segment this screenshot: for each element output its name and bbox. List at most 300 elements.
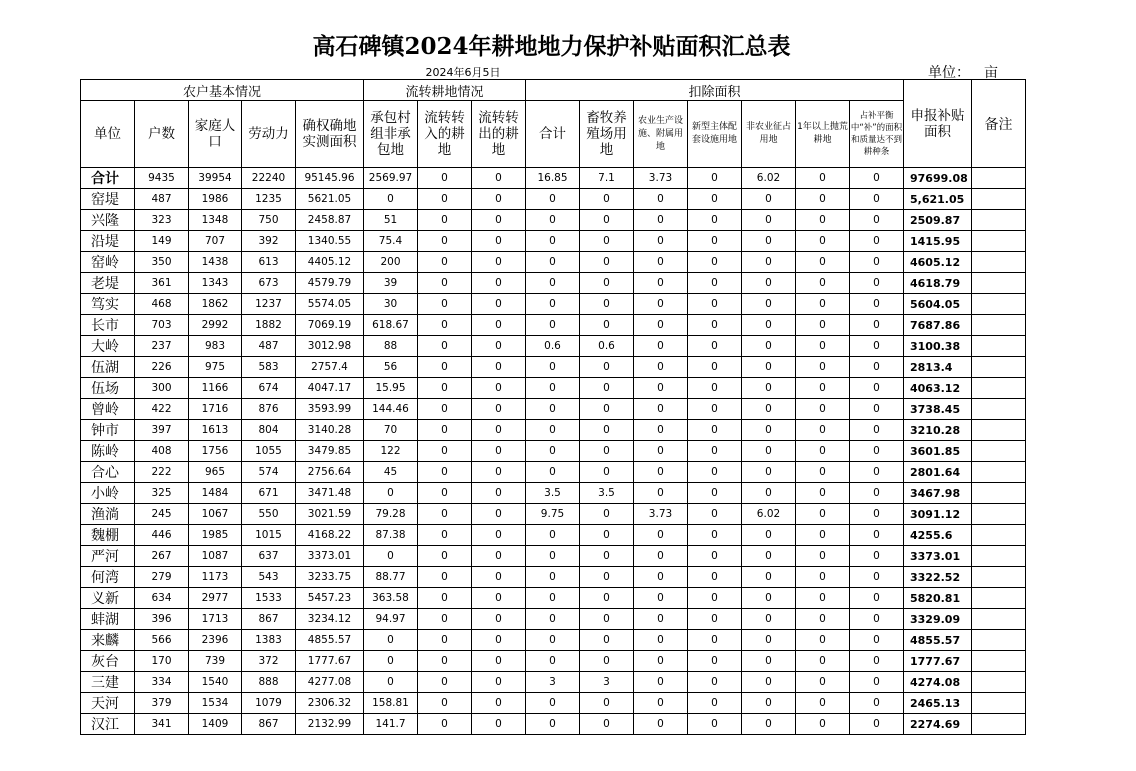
value-cell: 0 <box>580 252 634 273</box>
value-cell: 1340.55 <box>296 231 364 252</box>
section-deduction: 扣除面积 <box>526 80 904 101</box>
value-cell: 0 <box>526 294 580 315</box>
value-cell: 0 <box>634 693 688 714</box>
value-cell: 0 <box>418 399 472 420</box>
value-cell: 2132.99 <box>296 714 364 735</box>
section-basic: 农户基本情况 <box>81 80 364 101</box>
value-cell: 141.7 <box>364 714 418 735</box>
value-cell: 0 <box>418 231 472 252</box>
value-cell: 0 <box>526 651 580 672</box>
remark-cell <box>972 630 1026 651</box>
value-cell: 0 <box>418 672 472 693</box>
value-cell: 0 <box>796 693 850 714</box>
value-cell: 0 <box>418 315 472 336</box>
value-cell: 3234.12 <box>296 609 364 630</box>
value-cell: 0 <box>364 546 418 567</box>
value-cell: 0.6 <box>526 336 580 357</box>
report-area-cell: 4255.6 <box>904 525 972 546</box>
value-cell: 446 <box>135 525 189 546</box>
value-cell: 0 <box>526 399 580 420</box>
value-cell: 379 <box>135 693 189 714</box>
table-row <box>81 189 1026 210</box>
remark-cell <box>972 252 1026 273</box>
value-cell: 0 <box>796 504 850 525</box>
unit-value: 亩 <box>984 65 998 81</box>
value-cell: 0 <box>526 315 580 336</box>
value-cell: 0 <box>688 714 742 735</box>
header-transfer-out: 流转转出的耕地 <box>472 101 526 168</box>
value-cell: 5457.23 <box>296 588 364 609</box>
value-cell: 0 <box>472 672 526 693</box>
report-area-cell: 2813.4 <box>904 357 972 378</box>
value-cell: 0 <box>472 714 526 735</box>
value-cell: 0 <box>850 609 904 630</box>
value-cell: 1055 <box>242 441 296 462</box>
value-cell: 0 <box>742 252 796 273</box>
value-cell: 0 <box>526 525 580 546</box>
table-row <box>81 273 1026 294</box>
value-cell: 0 <box>742 588 796 609</box>
value-cell: 0 <box>580 294 634 315</box>
value-cell: 0 <box>688 588 742 609</box>
value-cell: 0 <box>472 588 526 609</box>
value-cell: 0 <box>634 483 688 504</box>
table-row <box>81 567 1026 588</box>
value-cell: 0 <box>688 378 742 399</box>
value-cell: 1087 <box>189 546 242 567</box>
value-cell: 4168.22 <box>296 525 364 546</box>
value-cell: 0 <box>526 714 580 735</box>
value-cell: 0 <box>418 420 472 441</box>
unit-name-cell: 何湾 <box>81 567 135 588</box>
value-cell: 0 <box>796 231 850 252</box>
value-cell: 0 <box>742 609 796 630</box>
unit-name-cell: 笃实 <box>81 294 135 315</box>
unit-name-cell: 合计 <box>81 168 135 189</box>
value-cell: 0.6 <box>580 336 634 357</box>
header-unit: 单位 <box>81 101 135 168</box>
value-cell: 4579.79 <box>296 273 364 294</box>
header-agri-facility: 农业生产设施、附属用地 <box>634 101 688 168</box>
value-cell: 3.73 <box>634 504 688 525</box>
value-cell: 0 <box>850 168 904 189</box>
table-row <box>81 336 1026 357</box>
value-cell: 0 <box>580 420 634 441</box>
remark-cell <box>972 567 1026 588</box>
report-area-cell: 2509.87 <box>904 210 972 231</box>
value-cell: 671 <box>242 483 296 504</box>
report-area-cell: 7687.86 <box>904 315 972 336</box>
unit-name-cell: 钟市 <box>81 420 135 441</box>
value-cell: 5621.05 <box>296 189 364 210</box>
report-area-cell: 3467.98 <box>904 483 972 504</box>
unit-name-cell: 大岭 <box>81 336 135 357</box>
value-cell: 0 <box>850 252 904 273</box>
value-cell: 613 <box>242 252 296 273</box>
value-cell: 70 <box>364 420 418 441</box>
unit-name-cell: 长市 <box>81 315 135 336</box>
header-contract: 承包村组非承包地 <box>364 101 418 168</box>
table-row <box>81 441 1026 462</box>
value-cell: 0 <box>418 588 472 609</box>
value-cell: 0 <box>580 651 634 672</box>
value-cell: 88.77 <box>364 567 418 588</box>
value-cell: 0 <box>796 273 850 294</box>
value-cell: 0 <box>742 273 796 294</box>
value-cell: 0 <box>418 609 472 630</box>
value-cell: 245 <box>135 504 189 525</box>
value-cell: 0 <box>850 525 904 546</box>
value-cell: 0 <box>850 336 904 357</box>
subsidy-table <box>80 79 1026 735</box>
value-cell: 0 <box>850 546 904 567</box>
value-cell: 3 <box>580 672 634 693</box>
value-cell: 0 <box>580 357 634 378</box>
header-confirmed-area: 确权确地实测面积 <box>296 101 364 168</box>
value-cell: 739 <box>189 651 242 672</box>
value-cell: 7069.19 <box>296 315 364 336</box>
value-cell: 200 <box>364 252 418 273</box>
value-cell: 0 <box>688 672 742 693</box>
value-cell: 0 <box>472 525 526 546</box>
column-header-row <box>81 101 1026 168</box>
table-row <box>81 483 1026 504</box>
unit-name-cell: 蚌湖 <box>81 609 135 630</box>
header-deduction-total: 合计 <box>526 101 580 168</box>
remark-cell <box>972 357 1026 378</box>
report-area-cell: 3373.01 <box>904 546 972 567</box>
value-cell: 0 <box>634 462 688 483</box>
unit-name-cell: 兴隆 <box>81 210 135 231</box>
value-cell: 0 <box>688 399 742 420</box>
value-cell: 0 <box>634 336 688 357</box>
table-row <box>81 357 1026 378</box>
header-new-entity: 新型主体配套设施用地 <box>688 101 742 168</box>
value-cell: 0 <box>742 483 796 504</box>
value-cell: 0 <box>796 420 850 441</box>
section-header-row <box>81 80 1026 101</box>
value-cell: 372 <box>242 651 296 672</box>
value-cell: 0 <box>796 525 850 546</box>
report-area-cell: 3738.45 <box>904 399 972 420</box>
report-area-cell: 3091.12 <box>904 504 972 525</box>
report-area-cell: 2274.69 <box>904 714 972 735</box>
value-cell: 0 <box>418 567 472 588</box>
value-cell: 0 <box>580 588 634 609</box>
value-cell: 5574.05 <box>296 294 364 315</box>
unit-name-cell: 沿堤 <box>81 231 135 252</box>
value-cell: 1348 <box>189 210 242 231</box>
value-cell: 487 <box>135 189 189 210</box>
value-cell: 0 <box>472 273 526 294</box>
unit-name-cell: 伍场 <box>81 378 135 399</box>
value-cell: 1166 <box>189 378 242 399</box>
value-cell: 0 <box>418 273 472 294</box>
value-cell: 45 <box>364 462 418 483</box>
value-cell: 300 <box>135 378 189 399</box>
value-cell: 0 <box>526 588 580 609</box>
value-cell: 0 <box>526 441 580 462</box>
value-cell: 0 <box>418 252 472 273</box>
value-cell: 3 <box>526 672 580 693</box>
value-cell: 0 <box>472 483 526 504</box>
value-cell: 1716 <box>189 399 242 420</box>
value-cell: 0 <box>472 462 526 483</box>
value-cell: 4405.12 <box>296 252 364 273</box>
value-cell: 0 <box>850 462 904 483</box>
value-cell: 0 <box>688 504 742 525</box>
value-cell: 0 <box>472 378 526 399</box>
value-cell: 0 <box>850 504 904 525</box>
value-cell: 0 <box>580 714 634 735</box>
value-cell: 1383 <box>242 630 296 651</box>
value-cell: 0 <box>850 714 904 735</box>
value-cell: 0 <box>580 462 634 483</box>
value-cell: 3233.75 <box>296 567 364 588</box>
table-row <box>81 210 1026 231</box>
value-cell: 0 <box>796 714 850 735</box>
unit-name-cell: 灰台 <box>81 651 135 672</box>
value-cell: 1986 <box>189 189 242 210</box>
value-cell: 279 <box>135 567 189 588</box>
value-cell: 1409 <box>189 714 242 735</box>
remark-cell <box>972 336 1026 357</box>
value-cell: 341 <box>135 714 189 735</box>
value-cell: 0 <box>634 210 688 231</box>
value-cell: 1015 <box>242 525 296 546</box>
value-cell: 0 <box>418 210 472 231</box>
value-cell: 750 <box>242 210 296 231</box>
value-cell: 1079 <box>242 693 296 714</box>
value-cell: 0 <box>742 546 796 567</box>
unit-name-cell: 陈岭 <box>81 441 135 462</box>
value-cell: 0 <box>742 420 796 441</box>
value-cell: 0 <box>472 441 526 462</box>
value-cell: 0 <box>850 693 904 714</box>
remark-cell <box>972 441 1026 462</box>
unit-name-cell: 窑堤 <box>81 189 135 210</box>
value-cell: 2992 <box>189 315 242 336</box>
table-row <box>81 294 1026 315</box>
table-row <box>81 315 1026 336</box>
value-cell: 0 <box>688 420 742 441</box>
value-cell: 0 <box>796 336 850 357</box>
value-cell: 0 <box>526 420 580 441</box>
value-cell: 1067 <box>189 504 242 525</box>
value-cell: 550 <box>242 504 296 525</box>
unit-name-cell: 小岭 <box>81 483 135 504</box>
remark-cell <box>972 399 1026 420</box>
value-cell: 0 <box>742 210 796 231</box>
value-cell: 0 <box>796 168 850 189</box>
value-cell: 6.02 <box>742 504 796 525</box>
value-cell: 39954 <box>189 168 242 189</box>
value-cell: 2306.32 <box>296 693 364 714</box>
table-row <box>81 609 1026 630</box>
unit-name-cell: 魏棚 <box>81 525 135 546</box>
value-cell: 2977 <box>189 588 242 609</box>
unit-name-cell: 曾岭 <box>81 399 135 420</box>
value-cell: 0 <box>526 630 580 651</box>
remark-cell <box>972 462 1026 483</box>
value-cell: 0 <box>526 693 580 714</box>
value-cell: 0 <box>850 588 904 609</box>
value-cell: 574 <box>242 462 296 483</box>
value-cell: 0 <box>688 357 742 378</box>
value-cell: 0 <box>742 672 796 693</box>
value-cell: 0 <box>418 378 472 399</box>
value-cell: 0 <box>418 168 472 189</box>
value-cell: 0 <box>526 252 580 273</box>
value-cell: 0 <box>580 378 634 399</box>
remark-cell <box>972 168 1026 189</box>
value-cell: 543 <box>242 567 296 588</box>
value-cell: 361 <box>135 273 189 294</box>
header-population: 家庭人口 <box>189 101 242 168</box>
value-cell: 707 <box>189 231 242 252</box>
value-cell: 0 <box>742 525 796 546</box>
value-cell: 0 <box>580 693 634 714</box>
value-cell: 39 <box>364 273 418 294</box>
value-cell: 0 <box>418 483 472 504</box>
value-cell: 0 <box>580 630 634 651</box>
value-cell: 0 <box>850 399 904 420</box>
value-cell: 0 <box>634 231 688 252</box>
value-cell: 0 <box>580 231 634 252</box>
unit-name-cell: 渔淌 <box>81 504 135 525</box>
value-cell: 0 <box>688 252 742 273</box>
value-cell: 0 <box>796 462 850 483</box>
value-cell: 674 <box>242 378 296 399</box>
value-cell: 51 <box>364 210 418 231</box>
value-cell: 0 <box>688 294 742 315</box>
value-cell: 0 <box>418 357 472 378</box>
value-cell: 0 <box>796 441 850 462</box>
value-cell: 0 <box>364 630 418 651</box>
unit-name-cell: 严河 <box>81 546 135 567</box>
value-cell: 0 <box>688 651 742 672</box>
value-cell: 4047.17 <box>296 378 364 399</box>
value-cell: 0 <box>688 693 742 714</box>
remark-cell <box>972 315 1026 336</box>
value-cell: 1882 <box>242 315 296 336</box>
value-cell: 1534 <box>189 693 242 714</box>
value-cell: 983 <box>189 336 242 357</box>
value-cell: 0 <box>634 714 688 735</box>
value-cell: 468 <box>135 294 189 315</box>
value-cell: 0 <box>742 693 796 714</box>
value-cell: 22240 <box>242 168 296 189</box>
remark-cell <box>972 693 1026 714</box>
value-cell: 0 <box>364 483 418 504</box>
value-cell: 4855.57 <box>296 630 364 651</box>
value-cell: 0 <box>526 609 580 630</box>
value-cell: 0 <box>742 336 796 357</box>
value-cell: 3479.85 <box>296 441 364 462</box>
value-cell: 7.1 <box>580 168 634 189</box>
value-cell: 0 <box>418 294 472 315</box>
value-cell: 0 <box>742 315 796 336</box>
subsidy-table-wrapper <box>80 79 1026 735</box>
value-cell: 1713 <box>189 609 242 630</box>
value-cell: 0 <box>742 357 796 378</box>
value-cell: 0 <box>418 462 472 483</box>
value-cell: 0 <box>418 504 472 525</box>
value-cell: 267 <box>135 546 189 567</box>
value-cell: 0 <box>418 546 472 567</box>
value-cell: 0 <box>796 399 850 420</box>
value-cell: 0 <box>472 315 526 336</box>
value-cell: 0 <box>850 315 904 336</box>
value-cell: 0 <box>796 294 850 315</box>
value-cell: 3373.01 <box>296 546 364 567</box>
remark-cell <box>972 588 1026 609</box>
unit-name-cell: 合心 <box>81 462 135 483</box>
value-cell: 2757.4 <box>296 357 364 378</box>
value-cell: 0 <box>472 693 526 714</box>
header-non-agri: 非农业征占用地 <box>742 101 796 168</box>
value-cell: 0 <box>850 210 904 231</box>
value-cell: 95145.96 <box>296 168 364 189</box>
table-row <box>81 252 1026 273</box>
value-cell: 0 <box>688 441 742 462</box>
value-cell: 0 <box>634 378 688 399</box>
value-cell: 1438 <box>189 252 242 273</box>
unit-label: 单位： <box>928 65 970 81</box>
report-area-cell: 5,621.05 <box>904 189 972 210</box>
header-transfer-in: 流转转入的耕地 <box>418 101 472 168</box>
value-cell: 0 <box>850 189 904 210</box>
report-date: 2024年6月5日 <box>425 66 501 79</box>
value-cell: 56 <box>364 357 418 378</box>
report-area-cell: 2801.64 <box>904 462 972 483</box>
value-cell: 3.5 <box>526 483 580 504</box>
remark-cell <box>972 525 1026 546</box>
report-area-cell: 3100.38 <box>904 336 972 357</box>
value-cell: 0 <box>742 231 796 252</box>
value-cell: 0 <box>850 273 904 294</box>
remark-cell <box>972 609 1026 630</box>
value-cell: 965 <box>189 462 242 483</box>
report-area-cell: 4063.12 <box>904 378 972 399</box>
value-cell: 1343 <box>189 273 242 294</box>
value-cell: 637 <box>242 546 296 567</box>
value-cell: 88 <box>364 336 418 357</box>
value-cell: 0 <box>850 378 904 399</box>
value-cell: 0 <box>796 630 850 651</box>
value-cell: 0 <box>418 630 472 651</box>
report-area-cell: 4605.12 <box>904 252 972 273</box>
value-cell: 0 <box>634 357 688 378</box>
value-cell: 0 <box>580 399 634 420</box>
value-cell: 408 <box>135 441 189 462</box>
value-cell: 170 <box>135 651 189 672</box>
header-abandoned: 1年以上抛荒耕地 <box>796 101 850 168</box>
value-cell: 0 <box>634 546 688 567</box>
page-title: 高石碑镇2024年耕地地力保护补贴面积汇总表 <box>312 33 791 60</box>
value-cell: 422 <box>135 399 189 420</box>
value-cell: 0 <box>526 189 580 210</box>
value-cell: 634 <box>135 588 189 609</box>
value-cell: 0 <box>688 609 742 630</box>
value-cell: 0 <box>580 546 634 567</box>
value-cell: 3471.48 <box>296 483 364 504</box>
value-cell: 3.73 <box>634 168 688 189</box>
value-cell: 0 <box>850 672 904 693</box>
value-cell: 0 <box>742 294 796 315</box>
remark-cell <box>972 714 1026 735</box>
remark-cell <box>972 483 1026 504</box>
